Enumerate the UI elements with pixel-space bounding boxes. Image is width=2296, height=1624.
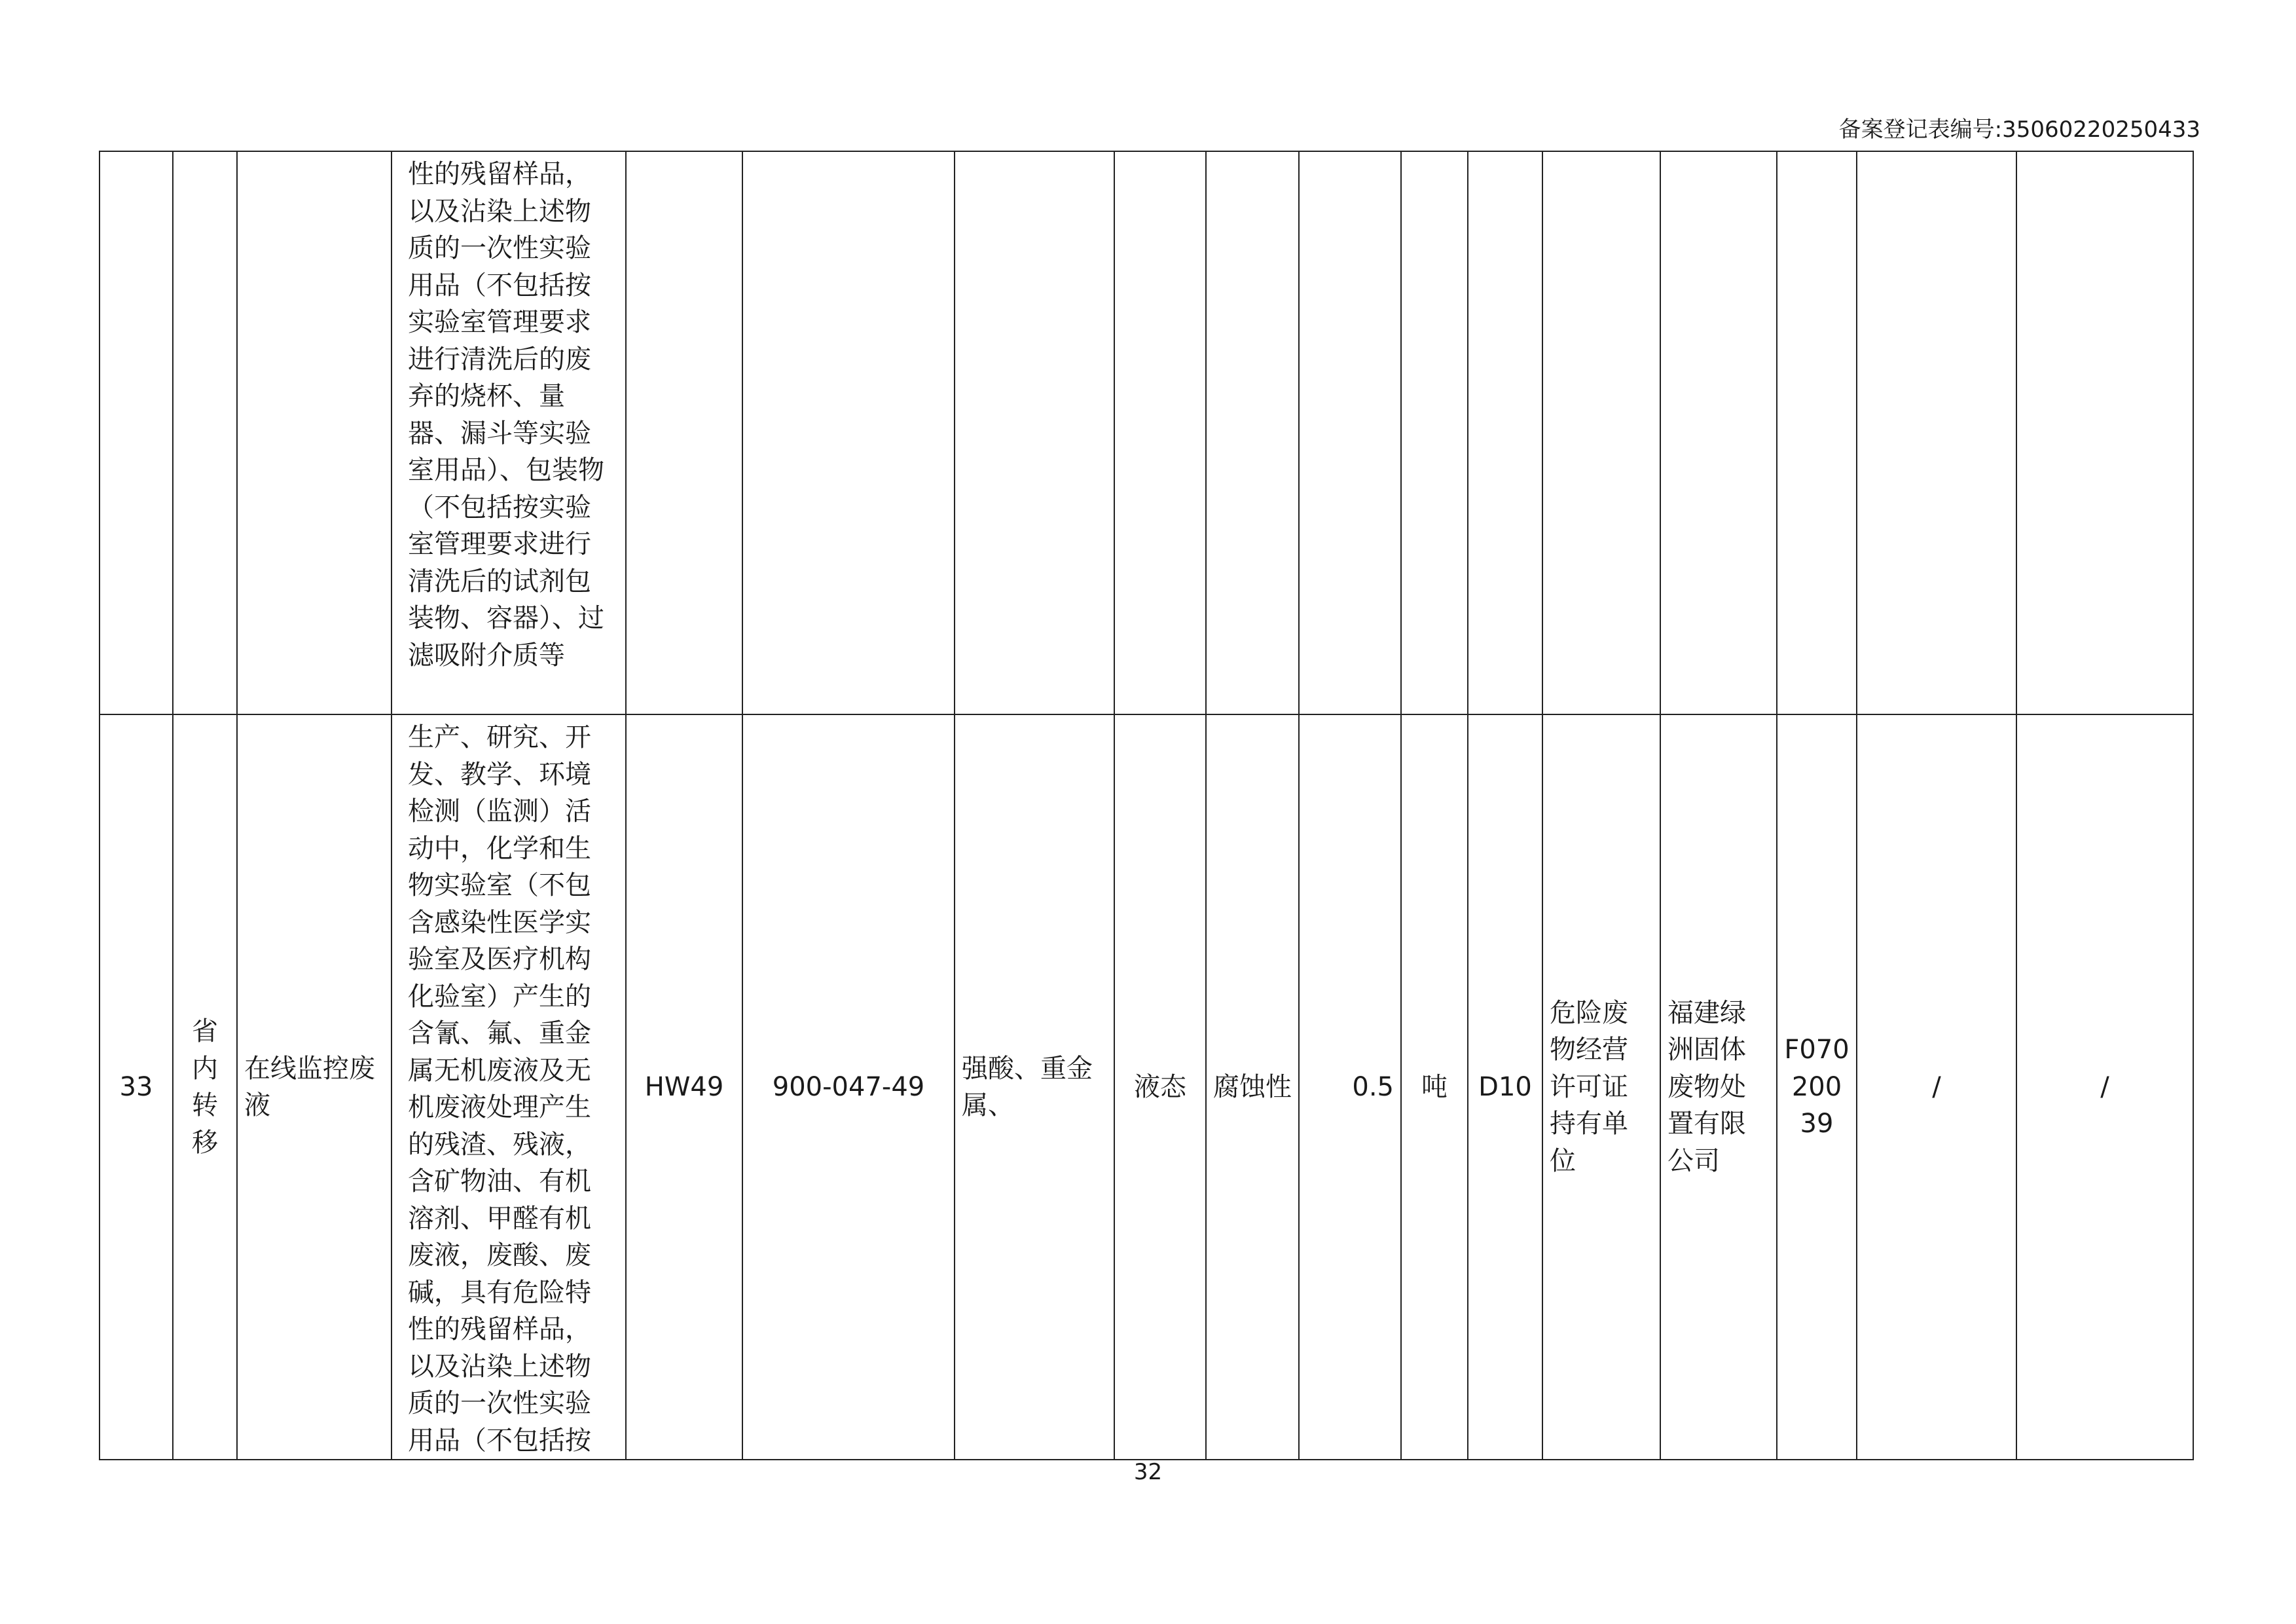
- cell-receiver-type: [1542, 151, 1660, 714]
- cell-code: 900-047-49: [742, 714, 955, 1460]
- cell-receiver-type: 危险废物经营许可证持有单位: [1542, 714, 1660, 1460]
- cell-col-15: /: [1857, 714, 2016, 1460]
- record-number-value: 35060220250433: [2002, 117, 2200, 143]
- cell-no: [100, 151, 173, 714]
- cell-disposal-method: [1468, 151, 1542, 714]
- cell-hazardous-component: 强酸、重金属、: [955, 714, 1114, 1460]
- cell-waste-name: 在线监控废液: [237, 714, 392, 1460]
- record-number-label: 备案登记表编号:: [1838, 117, 2003, 143]
- cell-hazard-property: 腐蚀性: [1206, 714, 1299, 1460]
- cell-category: HW49: [626, 714, 742, 1460]
- cell-form: [1114, 151, 1206, 714]
- cell-transfer-type: [173, 151, 237, 714]
- hazardous-waste-table: [99, 151, 2194, 1460]
- cell-license-no: F07020039: [1777, 714, 1857, 1460]
- cell-col-16: /: [2016, 714, 2193, 1460]
- cell-category: [626, 151, 742, 714]
- cell-quantity: 0.5: [1299, 714, 1401, 1460]
- cell-code: [742, 151, 955, 714]
- page-number: 32: [1133, 1459, 1163, 1485]
- cell-unit: 吨: [1401, 714, 1468, 1460]
- cell-receiver-name: 福建绿洲固体废物处置有限公司: [1660, 714, 1777, 1460]
- cell-hazard-property: [1206, 151, 1299, 714]
- cell-col-15: [1857, 151, 2016, 714]
- cell-quantity: [1299, 151, 1401, 714]
- cell-receiver-name: [1660, 151, 1777, 714]
- cell-waste-name: [237, 151, 392, 714]
- cell-source-description: 生产、研究、开发、教学、环境检测（监测）活动中，化学和生物实验室（不包含感染性医学实验室及医疗机构化验室）产生的含氰、氟、重金属无机废液及无机废液处理产生的残渣、残液，含矿物油、有机溶剂、甲醛有机废液，废酸、废碱，具有危险特性的残留样品，以及沾染上述物质的一次性实验用品（不包括按: [392, 714, 626, 1460]
- cell-transfer-type: 省内转移: [173, 714, 237, 1460]
- cell-hazardous-component: [955, 151, 1114, 714]
- cell-no: 33: [100, 714, 173, 1460]
- cell-source-description: 性的残留样品，以及沾染上述物质的一次性实验用品（不包括按实验室管理要求进行清洗后的废弃的烧杯、量器、漏斗等实验室用品）、包装物（不包括按实验室管理要求进行清洗后的试剂包装物、容器）、过滤吸附介质等: [392, 151, 626, 714]
- cell-col-16: [2016, 151, 2193, 714]
- cell-disposal-method: D10: [1468, 714, 1542, 1460]
- table-row: [100, 714, 2193, 1460]
- cell-form: 液态: [1114, 714, 1206, 1460]
- cell-unit: [1401, 151, 1468, 714]
- cell-license-no: [1777, 151, 1857, 714]
- record-number-header: [1839, 115, 2200, 144]
- table-row: [100, 151, 2193, 714]
